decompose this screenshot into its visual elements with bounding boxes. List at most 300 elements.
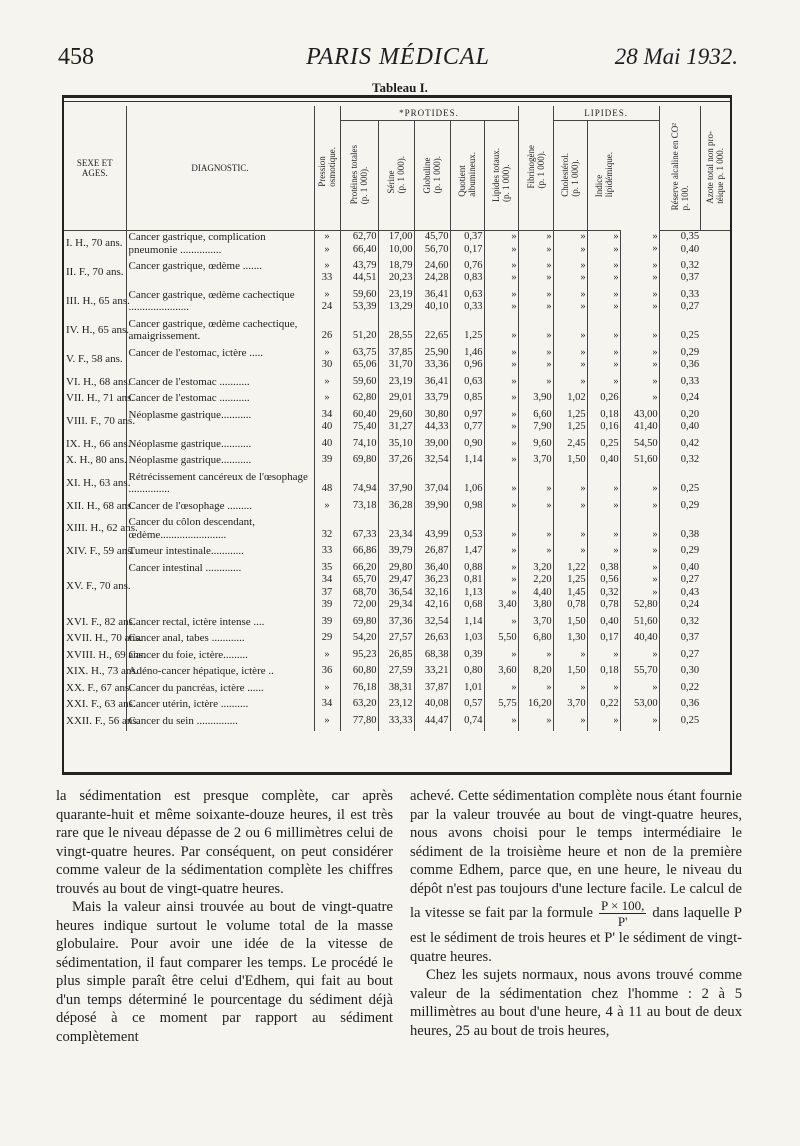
header-fibrinogene <box>518 106 553 231</box>
cell-se: 38,31 <box>378 682 414 699</box>
cell-fi: » <box>484 454 518 471</box>
formula-denominator: P' <box>617 914 628 929</box>
paragraph-text: achevé. Cette sédimentation complète nous étant fournie par la valeur trouvée au bout de vingt-quatre heures, nous avons choisi pour le temps intermédiaire le sédiment de la troisième heure et non de la première comme Edhem, parce que, en une heure, le niveau du dépôt n'est pas toujours d'une lecture facile. Le calcul de la <box>410 788 742 921</box>
cell-pt: 62,80 <box>340 392 378 409</box>
cell-ra: 51,60 <box>620 616 659 633</box>
header-quotient-label: Quotient albumineux. <box>457 152 477 197</box>
cell-se: 33,33 <box>378 715 414 732</box>
cell-il: » <box>587 715 620 732</box>
cell-lt: 3,70 <box>518 454 553 471</box>
header-sexe <box>64 106 126 231</box>
cell-az: 0,42 <box>659 438 700 455</box>
cell-ra: » » <box>620 289 659 318</box>
cell-pt: 54,20 <box>340 632 378 649</box>
cell-diagnostic: Cancer intestinal ............. <box>126 562 314 616</box>
cell-ch: 1,50 <box>553 616 587 633</box>
cell-ch: » <box>553 376 587 393</box>
cell-sexe: XIII. H., 62 ans. <box>66 522 138 534</box>
cell-pt: 69,80 <box>340 454 378 471</box>
cell-ra: » <box>620 318 659 347</box>
page-header <box>58 44 738 74</box>
cell-az: 0,32 <box>659 616 700 633</box>
header-reserve-label: Réserve alcaline en CO² p. 100. <box>669 123 690 211</box>
cell-pt: 51,20 <box>340 318 378 347</box>
cell-sexe: XIX. H., 73 ans. <box>66 665 139 677</box>
cell-pres: 34 40 <box>314 409 340 438</box>
cell-qa: 0,63 <box>450 376 484 393</box>
header-lipides-group: LIPIDES. <box>553 106 659 121</box>
cell-ch: » <box>553 471 587 500</box>
cell-gl: 36,41 <box>414 376 450 393</box>
header-reserve <box>659 106 700 231</box>
cell-gl: 32,54 <box>414 454 450 471</box>
cell-ch: » <box>553 516 587 545</box>
cell-az: 0,37 <box>659 632 700 649</box>
cell-il: » <box>587 649 620 666</box>
cell-diagnostic: Cancer de l'estomac, ictère ..... <box>126 347 314 376</box>
cell-lt: 8,20 <box>518 665 553 682</box>
cell-se: 37,36 <box>378 616 414 633</box>
cell-qa: 0,97 0,77 <box>450 409 484 438</box>
cell-ra: » <box>620 715 659 732</box>
cell-gl: 30,80 44,33 <box>414 409 450 438</box>
cell-diagnostic: Cancer du foie, ictère......... <box>126 649 314 666</box>
header-diagnostic <box>126 106 314 231</box>
cell-qa: 0,85 <box>450 392 484 409</box>
cell-az: 0,32 0,37 <box>659 260 700 289</box>
table-row <box>64 682 730 699</box>
cell-il: 0,40 <box>587 616 620 633</box>
table-row <box>64 231 730 260</box>
cell-ra: » <box>620 649 659 666</box>
cell-il: » <box>587 516 620 545</box>
cell-pt: 69,80 <box>340 616 378 633</box>
cell-az: 0,36 <box>659 698 700 715</box>
cell-gl: 37,87 <box>414 682 450 699</box>
cell-fi: » <box>484 318 518 347</box>
cell-sexe: VI. H., 68 ans. <box>66 375 131 388</box>
header-lipides-totaux <box>484 121 518 231</box>
cell-fi: » <box>484 616 518 633</box>
header-globuline <box>414 121 450 231</box>
cell-lt: » <box>518 471 553 500</box>
cell-az: 0,40 0,27 0,43 0,24 <box>659 562 700 616</box>
cell-sexe: XVIII. H., 69 ans. <box>66 648 146 661</box>
cell-ra: » <box>620 500 659 517</box>
cell-diagnostic: Cancer de l'estomac ........... <box>126 392 314 409</box>
cell-pres: » » <box>314 231 340 260</box>
cell-pt: 63,75 65,06 <box>340 347 378 376</box>
cell-il: » » <box>587 260 620 289</box>
cell-gl: 26,87 <box>414 545 450 562</box>
cell-il: » <box>587 500 620 517</box>
cell-pt: 43,79 44,51 <box>340 260 378 289</box>
cell-fi: 5,75 <box>484 698 518 715</box>
table-row <box>64 318 730 347</box>
header-pression <box>314 106 340 231</box>
cell-ra: 53,00 <box>620 698 659 715</box>
cell-se: 26,85 <box>378 649 414 666</box>
velocity-formula <box>599 898 646 929</box>
page-number: 458 <box>58 44 94 70</box>
cell-pres: 29 <box>314 632 340 649</box>
cell-ra: » <box>620 682 659 699</box>
cell-gl: 68,38 <box>414 649 450 666</box>
cell-diagnostic: Cancer utérin, ictère .......... <box>126 698 314 715</box>
cell-lt: 16,20 <box>518 698 553 715</box>
table-row <box>64 289 730 318</box>
cell-sexe: IX. H., 66 ans. <box>66 437 131 450</box>
cell-se: 29,01 <box>378 392 414 409</box>
table-row <box>64 715 730 732</box>
cell-diagnostic: Cancer du pancréas, ictère ...... <box>126 682 314 699</box>
cell-ra: 51,60 <box>620 454 659 471</box>
cell-diagnostic: Cancer de l'œsophage ......... <box>126 500 314 517</box>
cell-diagnostic: Cancer de l'estomac ........... <box>126 376 314 393</box>
cell-se: 23,19 13,29 <box>378 289 414 318</box>
cell-pres: 33 <box>314 545 340 562</box>
cell-sexe: XII. H., 68 ans. <box>66 499 135 512</box>
cell-ch: 3,70 <box>553 698 587 715</box>
cell-az: 0,35 0,40 <box>659 231 700 260</box>
cell-il: 0,22 <box>587 698 620 715</box>
cell-qa: 1,46 0,96 <box>450 347 484 376</box>
table-row <box>64 438 730 455</box>
cell-ra: » <box>620 516 659 545</box>
cell-lt: » » <box>518 231 553 260</box>
cell-pres: 39 <box>314 616 340 633</box>
cell-il: » » <box>587 231 620 260</box>
cell-se: 23,19 <box>378 376 414 393</box>
cell-il: » » <box>587 289 620 318</box>
header-azote <box>700 106 730 231</box>
cell-il: » <box>587 545 620 562</box>
cell-il: 0,17 <box>587 632 620 649</box>
paragraph: Mais la valeur ainsi trouvée au bout de vingt-quatre heures indique surtout le volume total de la masse globulaire. Pour avoir une idée de la vitesse de sédimentation, il faut comparer les temps. Le procédé le plus simple paraît être celui d'Edhem, qui fait au bout d'un temps déterminé le pourcentage du sédiment déjà déposé à ce moment par rapport au sédiment complètement <box>56 899 393 1045</box>
cell-gl: 44,47 <box>414 715 450 732</box>
cell-qa: 1,03 <box>450 632 484 649</box>
cell-fi: » <box>484 682 518 699</box>
page-date: 28 Mai 1932. <box>614 44 738 69</box>
header-fibrinogene-label: Fibrinogène (p. 1 000). <box>525 145 546 189</box>
cell-lt: » <box>518 649 553 666</box>
cell-pres: » <box>314 392 340 409</box>
header-indice-label: Indice lipidémique. <box>593 151 614 198</box>
table-row <box>64 260 730 289</box>
cell-ra: 55,70 <box>620 665 659 682</box>
paragraph <box>410 787 742 966</box>
cell-ch: » <box>553 545 587 562</box>
cell-diagnostic: Cancer rectal, ictère intense .... <box>126 616 314 633</box>
cell-ch: » <box>553 318 587 347</box>
cell-gl: 22,65 <box>414 318 450 347</box>
cell-gl: 45,70 56,70 <box>414 231 450 260</box>
header-serine <box>378 121 414 231</box>
cell-gl: 39,90 <box>414 500 450 517</box>
cell-il: 0,26 <box>587 392 620 409</box>
header-quotient <box>450 121 484 231</box>
cell-pres: » 30 <box>314 347 340 376</box>
cell-pt: 67,33 <box>340 516 378 545</box>
cell-qa: 1,47 <box>450 545 484 562</box>
cell-fi: » <box>484 545 518 562</box>
cell-qa: 0,74 <box>450 715 484 732</box>
table-row <box>64 632 730 649</box>
cell-qa: 0,98 <box>450 500 484 517</box>
cell-gl: 36,41 40,10 <box>414 289 450 318</box>
cell-gl: 33,21 <box>414 665 450 682</box>
cell-ch: 1,25 1,25 <box>553 409 587 438</box>
cell-pt: 74,94 <box>340 471 378 500</box>
cell-az: 0,30 <box>659 665 700 682</box>
cell-az: 0,29 <box>659 500 700 517</box>
header-azote-label: Azote total non pro- téique p. 1 000. <box>705 130 726 204</box>
cell-ra: » » <box>620 347 659 376</box>
cell-diagnostic: Cancer gastrique, complication pneumonie ............... <box>126 231 314 260</box>
cell-lt: 3,20 2,20 4,40 3,80 <box>518 562 553 616</box>
cell-pres: 26 <box>314 318 340 347</box>
cell-ra: » <box>620 545 659 562</box>
cell-pres: » <box>314 715 340 732</box>
cell-diagnostic: Néoplasme gastrique........... <box>126 438 314 455</box>
cell-gl: 33,79 <box>414 392 450 409</box>
table-body <box>64 231 730 732</box>
cell-fi: » <box>484 516 518 545</box>
cell-fi: » <box>484 649 518 666</box>
cell-se: 37,26 <box>378 454 414 471</box>
cell-qa: 0,57 <box>450 698 484 715</box>
cell-il: » <box>587 318 620 347</box>
cell-sexe: XXII. F., 56 ans. <box>66 714 140 727</box>
cell-fi: » <box>484 438 518 455</box>
cell-sexe: V. F., 58 ans. <box>66 352 123 365</box>
cell-se: 39,79 <box>378 545 414 562</box>
paragraph-text: laquelle P est le sédiment de trois heures et P' le sédiment de vingt-quatre heures. <box>410 904 742 965</box>
cell-az: 0,27 <box>659 649 700 666</box>
header-lipides-totaux-label: Lipides totaux. (p. 1 000). <box>491 147 512 202</box>
cell-diagnostic: Cancer gastrique, œdème cachectique ...................... <box>126 289 314 318</box>
table-row <box>64 409 730 438</box>
cell-pt: 95,23 <box>340 649 378 666</box>
cell-se: 36,28 <box>378 500 414 517</box>
cell-gl: 37,04 <box>414 471 450 500</box>
cell-lt: » <box>518 715 553 732</box>
cell-ch: » <box>553 649 587 666</box>
cell-ra: » <box>620 392 659 409</box>
data-table <box>64 106 730 731</box>
cell-se: 27,59 <box>378 665 414 682</box>
cell-pt: 77,80 <box>340 715 378 732</box>
cell-diagnostic: Rétrécissement cancéreux de l'œsophage ............... <box>126 471 314 500</box>
cell-az: 0,20 0,40 <box>659 409 700 438</box>
cell-se: 28,55 <box>378 318 414 347</box>
cell-lt: » <box>518 318 553 347</box>
cell-ch: » » <box>553 260 587 289</box>
cell-ch: » » <box>553 231 587 260</box>
cell-lt: » » <box>518 260 553 289</box>
cell-lt: » » <box>518 347 553 376</box>
cell-az: 0,25 <box>659 471 700 500</box>
cell-lt: 6,60 7,90 <box>518 409 553 438</box>
cell-qa: 0,37 0,17 <box>450 231 484 260</box>
cell-az: 0,29 <box>659 545 700 562</box>
cell-fi: » » <box>484 347 518 376</box>
cell-qa: 0,76 0,83 <box>450 260 484 289</box>
cell-se: 17,00 10,00 <box>378 231 414 260</box>
cell-pt: 62,70 66,40 <box>340 231 378 260</box>
cell-sexe: VIII. F., 70 ans. <box>66 414 136 427</box>
cell-pres: 40 <box>314 438 340 455</box>
cell-pt: 66,86 <box>340 545 378 562</box>
cell-lt: 3,70 <box>518 616 553 633</box>
cell-ra: » » <box>620 260 659 289</box>
table-row <box>64 376 730 393</box>
cell-diagnostic: Cancer du côlon descendant, œdème........................ <box>126 516 314 545</box>
cell-il: » <box>587 376 620 393</box>
cell-fi: » » <box>484 260 518 289</box>
cell-gl: 36,40 36,23 32,16 42,16 <box>414 562 450 616</box>
cell-az: 0,22 <box>659 682 700 699</box>
cell-se: 23,34 <box>378 516 414 545</box>
cell-sexe: II. F., 70 ans. <box>66 265 124 278</box>
cell-se: 23,12 <box>378 698 414 715</box>
cell-fi: » <box>484 715 518 732</box>
header-cholesterol <box>553 121 587 231</box>
cell-ch: 1,50 <box>553 454 587 471</box>
cell-ra: » » » 52,80 <box>620 562 659 616</box>
body-column-right <box>410 787 742 1040</box>
formula-tail: dans <box>652 904 680 921</box>
cell-az: 0,29 0,36 <box>659 347 700 376</box>
cell-pt: 59,60 53,39 <box>340 289 378 318</box>
cell-se: 29,80 29,47 36,54 29,34 <box>378 562 414 616</box>
table-row <box>64 545 730 562</box>
cell-lt: » » <box>518 289 553 318</box>
cell-lt: » <box>518 376 553 393</box>
cell-il: 0,18 0,16 <box>587 409 620 438</box>
cell-diagnostic: Néoplasme gastrique........... <box>126 409 314 438</box>
cell-sexe: XVI. F., 82 ans. <box>66 615 136 628</box>
cell-ch: 1,02 <box>553 392 587 409</box>
cell-il: » <box>587 682 620 699</box>
cell-il: 0,25 <box>587 438 620 455</box>
data-table-frame <box>62 95 732 775</box>
cell-pt: 73,18 <box>340 500 378 517</box>
cell-qa: 0,53 <box>450 516 484 545</box>
cell-se: 37,85 31,70 <box>378 347 414 376</box>
cell-pres: 48 <box>314 471 340 500</box>
cell-fi: » » <box>484 231 518 260</box>
cell-fi: » <box>484 392 518 409</box>
cell-sexe: XV. F., 70 ans. <box>66 579 131 592</box>
cell-qa: 1,25 <box>450 318 484 347</box>
cell-il: 0,18 <box>587 665 620 682</box>
cell-qa: 0,39 <box>450 649 484 666</box>
cell-pt: 63,20 <box>340 698 378 715</box>
cell-ra: 43,00 41,40 <box>620 409 659 438</box>
header-indice <box>587 121 620 231</box>
cell-qa: 1,06 <box>450 471 484 500</box>
cell-qa: 1,14 <box>450 454 484 471</box>
cell-fi: » » » 3,40 <box>484 562 518 616</box>
table-row <box>64 500 730 517</box>
cell-pres: » <box>314 682 340 699</box>
paragraph: la sédimentation est presque complète, car après quarante-huit et même soixante-douze heures, il est très rare que le niveau dépasse de 2 ou 6 millimètres celui de vingt-quatre heures. Par conséquent, on peut considérer comme valeur de la sédimentation complète les chiffres trouvés au bout de vingt-quatre heures. <box>56 788 393 897</box>
header-diagnostic-label: DIAGNOSTIC. <box>191 163 249 173</box>
cell-pres: » <box>314 649 340 666</box>
cell-se: 37,90 <box>378 471 414 500</box>
cell-gl: 39,00 <box>414 438 450 455</box>
cell-ra: 54,50 <box>620 438 659 455</box>
cell-ch: » <box>553 682 587 699</box>
cell-ch: » » <box>553 289 587 318</box>
running-title: PARIS MÉDICAL <box>306 44 490 70</box>
cell-pt: 59,60 <box>340 376 378 393</box>
cell-diagnostic: Tumeur intestinale............ <box>126 545 314 562</box>
cell-sexe: X. H., 80 ans. <box>66 454 127 466</box>
cell-il: 0,38 0,56 0,32 0,78 <box>587 562 620 616</box>
header-prot-totales <box>340 121 378 231</box>
cell-pt: 60,80 <box>340 665 378 682</box>
cell-qa: 0,90 <box>450 438 484 455</box>
cell-pt: 66,20 65,70 68,70 72,00 <box>340 562 378 616</box>
cell-pres: » <box>314 500 340 517</box>
header-globuline-label: Globuline (p. 1 000). <box>422 155 442 194</box>
cell-fi: » <box>484 471 518 500</box>
paragraph: Chez les sujets normaux, nous avons trouvé comme valeur de la sédimentation chez l'homme : 2 à 5 millimètres au bout d'une heure, 4 à 11 au bout de deux heures, 25 au bout de trois heures, <box>410 967 742 1039</box>
cell-se: 29,60 31,27 <box>378 409 414 438</box>
cell-fi: 3,60 <box>484 665 518 682</box>
cell-pres: 35 34 37 39 <box>314 562 340 616</box>
table-row <box>64 698 730 715</box>
cell-pres: 36 <box>314 665 340 682</box>
cell-qa: 1,14 <box>450 616 484 633</box>
cell-il: 0,40 <box>587 454 620 471</box>
table-row <box>64 454 730 471</box>
cell-ch: 1,22 1,25 1,45 0,78 <box>553 562 587 616</box>
header-protides-group: *PROTIDES. <box>340 106 518 121</box>
cell-fi: » » <box>484 289 518 318</box>
formula-numerator: P × 100, <box>600 898 645 913</box>
cell-ch: » <box>553 500 587 517</box>
body-column-left <box>56 787 393 1046</box>
cell-pres: » <box>314 376 340 393</box>
cell-pt: 76,18 <box>340 682 378 699</box>
cell-ch: » <box>553 715 587 732</box>
cell-gl: 26,63 <box>414 632 450 649</box>
cell-se: 35,10 <box>378 438 414 455</box>
cell-lt: 9,60 <box>518 438 553 455</box>
cell-se: 27,57 <box>378 632 414 649</box>
table-row <box>64 665 730 682</box>
table-row <box>64 392 730 409</box>
cell-qa: 0,88 0,81 1,13 0,68 <box>450 562 484 616</box>
cell-se: 18,79 20,23 <box>378 260 414 289</box>
header-pression-label: Pression osmotique. <box>317 147 337 187</box>
cell-pres: » 33 <box>314 260 340 289</box>
cell-ra: » <box>620 471 659 500</box>
cell-gl: 25,90 33,36 <box>414 347 450 376</box>
cell-ch: 1,30 <box>553 632 587 649</box>
cell-diagnostic: Cancer du sein ............... <box>126 715 314 732</box>
cell-pres: 39 <box>314 454 340 471</box>
cell-lt: 3,90 <box>518 392 553 409</box>
cell-fi: » » <box>484 409 518 438</box>
cell-pres: 34 <box>314 698 340 715</box>
cell-sexe: XVII. H., 70 ans. <box>66 632 143 644</box>
cell-qa: 0,80 <box>450 665 484 682</box>
table-row <box>64 516 730 545</box>
